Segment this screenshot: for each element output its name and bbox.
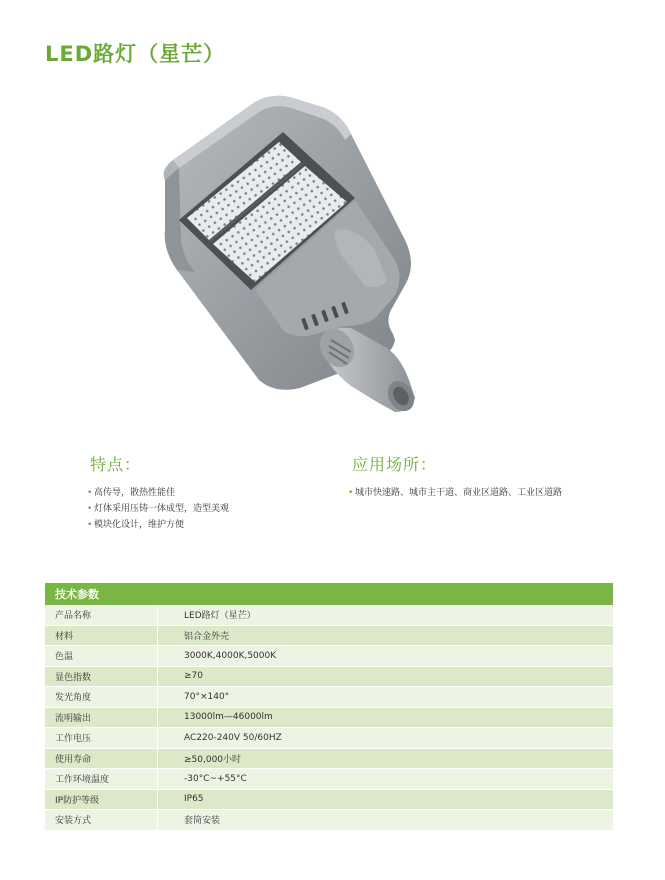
spec-value: -30°C~+55°C (158, 769, 614, 790)
list-item (87, 485, 229, 501)
bullet-icon: • (87, 504, 93, 514)
spec-key: 色温 (45, 646, 158, 667)
features-list (87, 485, 229, 533)
spec-key: 工作环境温度 (45, 769, 158, 790)
spec-key: 显色指数 (45, 666, 158, 687)
list-item (87, 501, 229, 517)
list-item (87, 517, 229, 533)
table-row (45, 728, 613, 749)
spec-key: 材料 (45, 625, 158, 646)
spec-value: AC220-240V 50/60HZ (158, 728, 614, 749)
usage-text: 城市快速路、城市主干道、商业区道路、工业区道路 (355, 488, 563, 498)
list-item (348, 485, 562, 501)
spec-value: IP65 (158, 789, 614, 810)
usage-list (348, 485, 562, 501)
feature-text: 模块化设计，维护方便 (94, 520, 185, 530)
street-light-image (155, 90, 435, 420)
table-row (45, 769, 613, 790)
table-row (45, 810, 613, 831)
spec-key: 工作电压 (45, 728, 158, 749)
table-row (45, 605, 613, 625)
spec-key: IP防护等级 (45, 789, 158, 810)
spec-value: 套筒安装 (158, 810, 614, 831)
table-row (45, 666, 613, 687)
features-heading: 特点： (90, 455, 142, 474)
spec-key: 产品名称 (45, 605, 158, 625)
spec-key: 使用寿命 (45, 748, 158, 769)
spec-value: 13000lm—46000lm (158, 707, 614, 728)
feature-text: 高传导，散热性能佳 (94, 488, 176, 498)
bullet-icon: • (348, 488, 354, 498)
spec-key: 安装方式 (45, 810, 158, 831)
page-title: LED路灯（星芒） (45, 42, 226, 66)
bullet-icon: • (87, 520, 93, 530)
usage-heading: 应用场所： (352, 455, 438, 474)
feature-text: 灯体采用压铸一体成型，造型美观 (94, 504, 230, 514)
table-row (45, 687, 613, 708)
spec-value: 铝合金外壳 (158, 625, 614, 646)
spec-table (45, 583, 613, 831)
spec-value: 70°×140° (158, 687, 614, 708)
spec-value: ≥50,000小时 (158, 748, 614, 769)
spec-key: 发光角度 (45, 687, 158, 708)
spec-value: ≥70 (158, 666, 614, 687)
bullet-icon: • (87, 488, 93, 498)
table-row (45, 646, 613, 667)
table-row (45, 625, 613, 646)
spec-heading: 技术参数 (45, 583, 613, 605)
table-row (45, 748, 613, 769)
table-row (45, 789, 613, 810)
spec-value: LED路灯（星芒） (158, 605, 614, 625)
spec-key: 流明输出 (45, 707, 158, 728)
spec-value: 3000K,4000K,5000K (158, 646, 614, 667)
spec-table-header (45, 583, 613, 605)
table-row (45, 707, 613, 728)
